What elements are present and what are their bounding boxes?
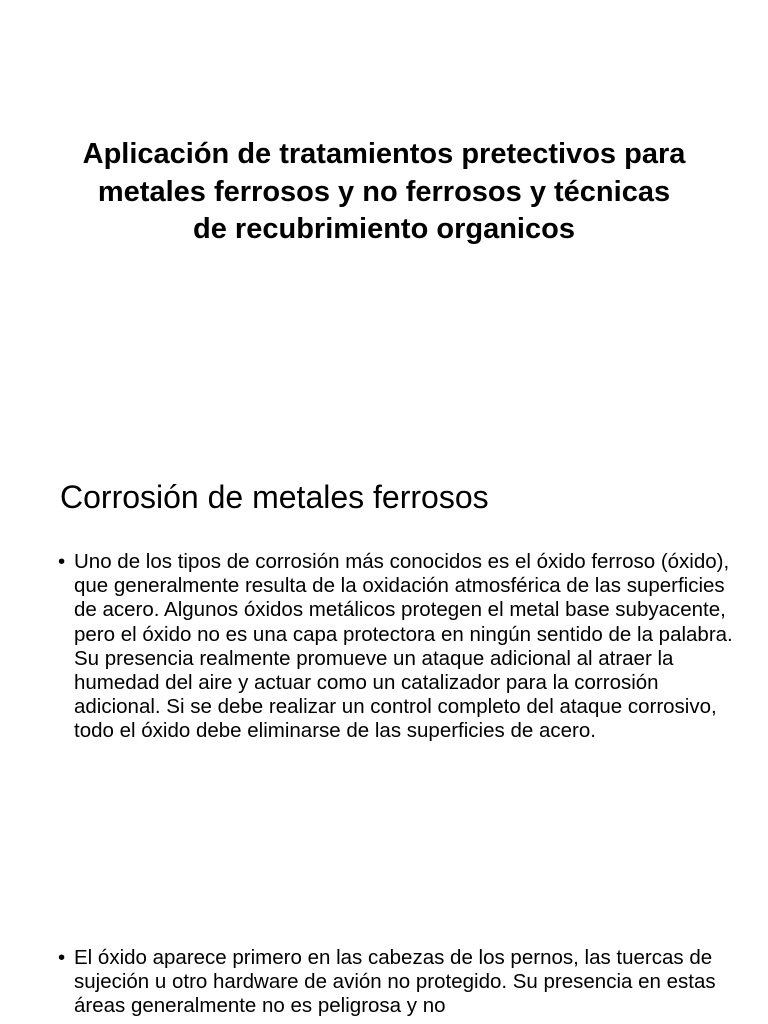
bullet-item (58, 946, 734, 1019)
bullet-item (58, 550, 734, 744)
bullet-marker: • (58, 550, 66, 573)
slide-title: Aplicación de tratamientos pretectivos para metales ferrosos y no ferrosos y técnicas de recubrimiento organicos (82, 138, 686, 245)
section-heading: Corrosión de metales ferrosos (60, 479, 489, 515)
bullet-text: Uno de los tipos de corrosión más conocidos es el óxido ferroso (óxido), que generalmente resulta de la oxidación atmosférica de las superficies de acero. Algunos óxidos metálicos protegen el metal base subyacente, pero el óxido no es una capa protectora en ningún sentido de la palabra. Su presencia realmente promueve un ataque adicional al atraer la humedad del aire y actuar como un catalizador para la corrosión adicional. Si se debe realizar un control completo del ataque corrosivo, todo el óxido debe eliminarse de las superficies de acero. (74, 550, 733, 743)
bullet-text: El óxido aparece primero en las cabezas de los pernos, las tuercas de sujeción u otro hardware de avión no protegido. Su presencia en estas áreas generalmente no es peligrosa y no (74, 946, 716, 1018)
bullet-marker: • (58, 946, 66, 969)
